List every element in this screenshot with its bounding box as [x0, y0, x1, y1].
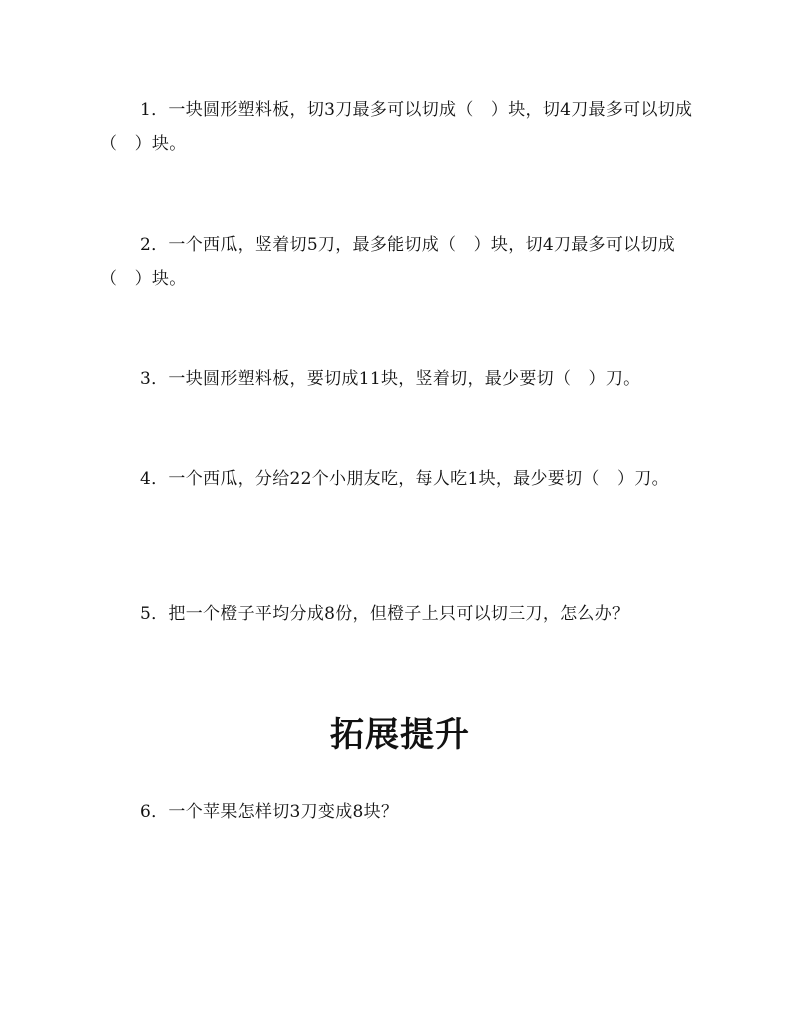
question-number: 5．: [140, 604, 169, 624]
question-2: [100, 228, 700, 296]
question-number: 4．: [140, 469, 169, 489]
question-3: [100, 362, 700, 396]
question-6: [100, 795, 700, 829]
question-text: 一块圆形塑料板，切3刀最多可以切成（ ）块，切4刀最多可以切成（ ）块。: [100, 100, 693, 154]
question-5: [100, 597, 700, 631]
question-text: 一个西瓜，竖着切5刀，最多能切成（ ）块，切4刀最多可以切成（ ）块。: [100, 235, 676, 289]
question-text: 一块圆形塑料板，要切成11块，竖着切，最少要切（ ）刀。: [168, 369, 641, 389]
question-text: 一个西瓜，分给22个小朋友吃，每人吃1块，最少要切（ ）刀。: [168, 469, 669, 489]
section-title: 拓展提升: [330, 715, 470, 755]
question-text: 一个苹果怎样切3刀变成8块？: [168, 802, 399, 822]
question-number: 3．: [140, 369, 169, 389]
question-number: 1．: [140, 100, 169, 120]
question-number: 6．: [140, 802, 169, 822]
question-text: 把一个橙子平均分成8份，但橙子上只可以切三刀，怎么办？: [168, 604, 630, 624]
question-number: 2．: [140, 235, 169, 255]
question-4: [100, 462, 700, 496]
question-1: [100, 93, 700, 161]
